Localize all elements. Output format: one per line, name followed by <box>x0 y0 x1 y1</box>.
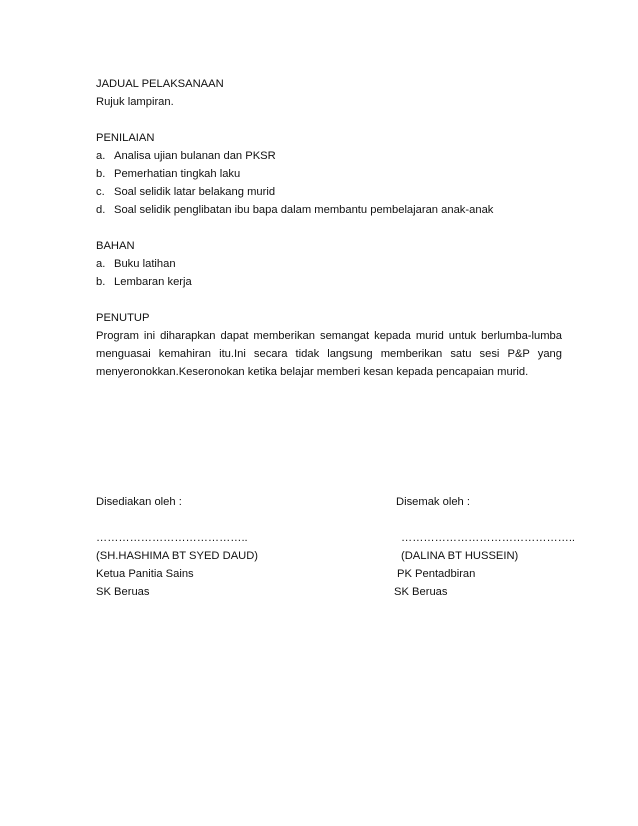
signature-position-row <box>96 565 562 583</box>
signature-school-row <box>96 583 562 601</box>
list-marker: b. <box>96 276 106 288</box>
prepared-by-name: (SH.HASHIMA BT SYED DAUD) <box>96 550 259 562</box>
checked-by-school: SK Beruas <box>394 586 448 598</box>
prepared-by-position: Ketua Panitia Sains <box>96 568 194 580</box>
list-marker: d. <box>96 204 106 216</box>
signature-name-row <box>96 547 562 565</box>
checked-by-position: PK Pentadbiran <box>397 568 476 580</box>
jadual-heading: JADUAL PELAKSANAAN <box>96 78 224 90</box>
list-item-text: Analisa ujian bulanan dan PKSR <box>114 150 276 162</box>
list-item-text: Lembaran kerja <box>114 276 192 288</box>
prepared-by-label: Disediakan oleh : <box>96 496 182 508</box>
list-marker: c. <box>96 186 105 198</box>
penilaian-item-c <box>96 183 562 201</box>
checked-by-name: (DALINA BT HUSSEIN) <box>401 550 519 562</box>
bahan-heading: BAHAN <box>96 240 135 252</box>
checked-by-signature-line: ……………………………………….. <box>401 532 576 544</box>
signature-block <box>96 493 576 601</box>
list-item-text: Soal selidik penglibatan ibu bapa dalam membantu pembelajaran anak-anak <box>114 204 494 216</box>
penilaian-item-a <box>96 147 562 165</box>
document-body <box>96 75 562 381</box>
spacer <box>96 219 562 237</box>
spacer <box>96 291 562 309</box>
penutup-heading: PENUTUP <box>96 312 150 324</box>
penilaian-heading: PENILAIAN <box>96 132 155 144</box>
penilaian-item-d <box>96 201 562 219</box>
list-marker: a. <box>96 150 106 162</box>
jadual-text: Rujuk lampiran. <box>96 96 174 108</box>
bahan-item-a <box>96 255 562 273</box>
checked-by-label: Disemak oleh : <box>396 496 470 508</box>
list-item-text: Buku latihan <box>114 258 176 270</box>
penilaian-item-b <box>96 165 562 183</box>
list-item-text: Soal selidik latar belakang murid <box>114 186 276 198</box>
bahan-item-b <box>96 273 562 291</box>
spacer <box>96 111 562 129</box>
list-item-text: Pemerhatian tingkah laku <box>114 168 241 180</box>
penutup-paragraph: Program ini diharapkan dapat memberikan semangat kepada murid untuk berlumba-lumba menguasai kemahiran itu.Ini secara tidak langsung memberikan satu sesi P&P yang menyeronokkan.Keseronokan ketika belajar memberi kesan kepada pencapaian murid. <box>96 330 562 378</box>
prepared-by-school: SK Beruas <box>96 586 150 598</box>
list-marker: a. <box>96 258 106 270</box>
prepared-by-signature-line: ………………………………….. <box>96 532 248 544</box>
signature-line-row <box>96 529 576 547</box>
signature-label-row <box>96 493 562 511</box>
spacer <box>96 511 562 529</box>
list-marker: b. <box>96 168 106 180</box>
